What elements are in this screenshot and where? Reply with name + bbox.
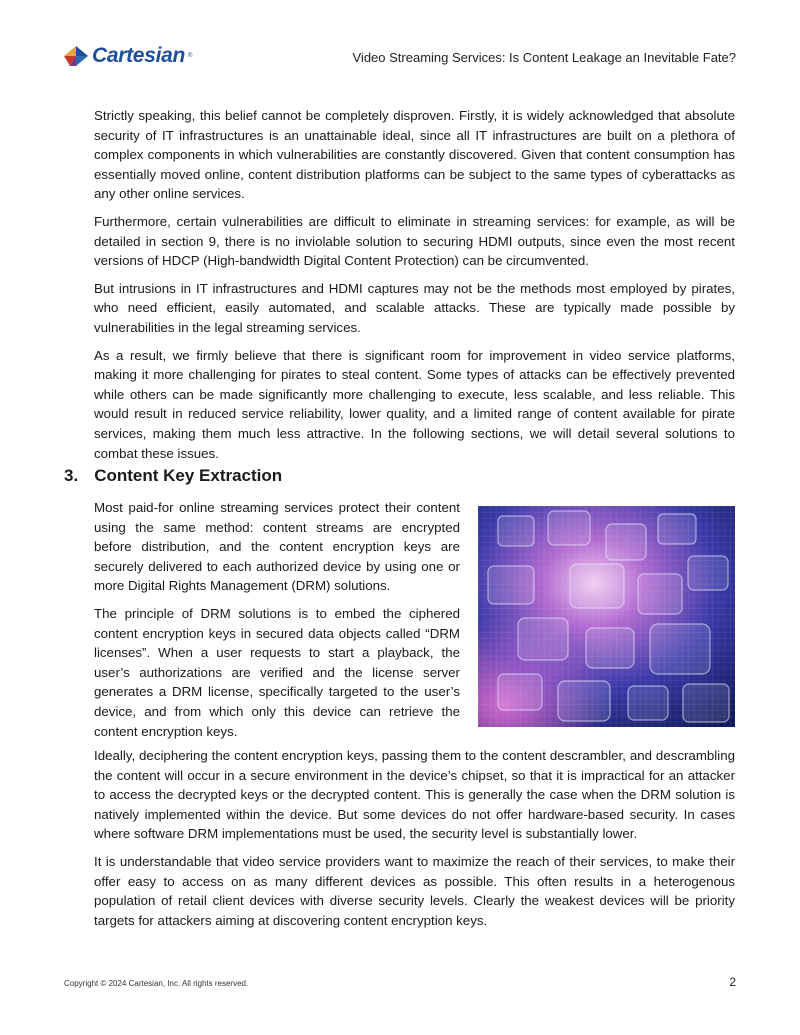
section-number: 3. <box>64 466 79 485</box>
paragraph: Ideally, deciphering the content encryption keys, passing them to the content descrambler, and descrambling the content will occur in a secure environment in the device’s chipset, so that it is impractical for an attacker to access the decrypted keys or the decrypted content. This is generally the case when the DRM solution is natively implemented within the device. But some devices do not offer hardware-based security. In cases where software DRM implementations must be used, the security level is substantially lower. <box>94 748 735 842</box>
section-body-full <box>94 746 735 938</box>
paragraph: But intrusions in IT infrastructures and HDMI captures may not be the methods most employed by pirates, who need efficient, easily automated, and scalable attacks. These are typically made possible by vulnerabilities in the legal streaming services. <box>94 280 735 335</box>
paragraph: Furthermore, certain vulnerabilities are difficult to eliminate in streaming services: for example, as will be detailed in section 9, there is no inviolable solution to securing HDMI outputs, since even the most recent versions of HDCP (High-bandwidth Digital Content Protection) can be circumvented. <box>94 213 735 269</box>
paragraph: The principle of DRM solutions is to embed the ciphered content encryption keys in secured data objects called “DRM licenses”. When a user requests to start a playback, the user’s authorizations are verified and the license server generates a DRM license, specifically targeted to the user’s device, and from which only this device can retrieve the content encryption keys. <box>94 605 460 739</box>
paragraph: Most paid-for online streaming services protect their content using the same method: content streams are encrypted before distribution, and the content encryption keys are securely delivered to each authorized device by using one or more Digital Rights Management (DRM) solutions. <box>94 500 460 594</box>
cartesian-logo-icon <box>62 44 90 68</box>
document-header-title: Video Streaming Services: Is Content Leakage an Inevitable Fate? <box>352 50 736 65</box>
paragraph: As a result, we firmly believe that there is significant room for improvement in video service platforms, making it more challenging for pirates to steal content. Some types of attacks can be effectively prevented while others can be made significantly more challenging to execute, less scalable, and less reliable. This would result in reduced service reliability, lower quality, and a limited range of content available for pirate services, making them much less attractive. In the following sections, we will detail several solutions to combat these issues. <box>94 347 735 461</box>
page-number: 2 <box>729 975 736 989</box>
paragraph: It is understandable that video service providers want to maximize the reach of their services, to make their offer easy to access on as many different devices as possible. This often results in a heterogenous population of retail client devices with diverse security levels. Clearly the weakest devices will be priority targets for attackers aiming at discovering content encryption keys. <box>94 853 735 928</box>
section-heading <box>64 466 282 486</box>
cartesian-logo <box>62 44 192 68</box>
footer-copyright: Copyright © 2024 Cartesian, Inc. All rights reserved. <box>64 979 249 988</box>
logo-wordmark: Cartesian <box>92 44 186 67</box>
intro-section <box>94 106 735 471</box>
logo-registered-mark: ® <box>188 53 193 59</box>
abstract-grid-image <box>478 506 735 727</box>
section-title: Content Key Extraction <box>94 466 283 485</box>
abstract-grid-illustration <box>478 506 735 727</box>
paragraph: Strictly speaking, this belief cannot be completely disproven. Firstly, it is widely acknowledged that absolute security of IT infrastructures is an unattainable ideal, since all IT infrastructures are built on a plethora of complex components in which vulnerabilities are constantly discovered. Given that content consumption has essentially moved online, content distribution platforms can be subject to the same types of cyberattacks as any other online services. <box>94 108 735 202</box>
